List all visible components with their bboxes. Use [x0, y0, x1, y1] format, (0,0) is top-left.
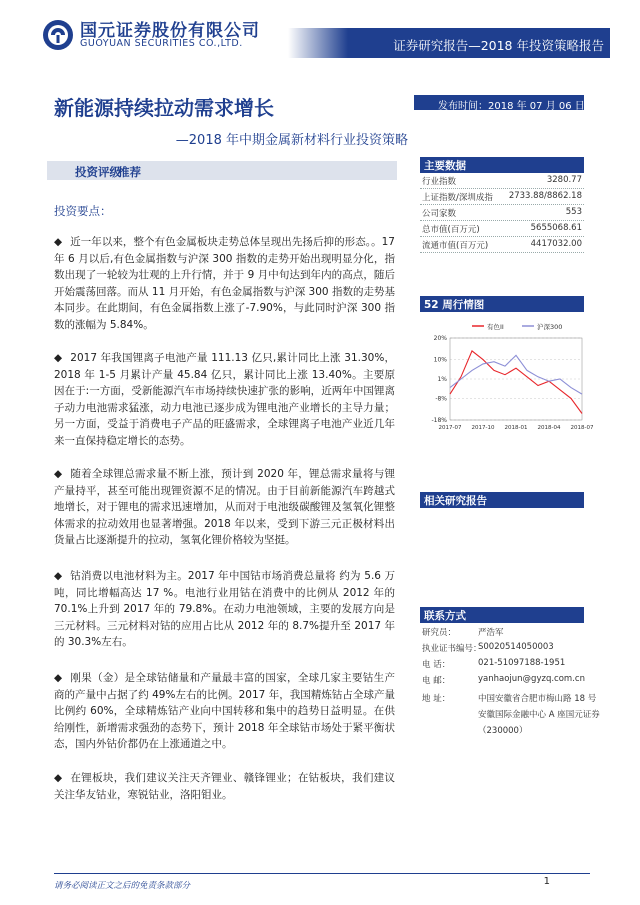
contact-header: 联系方式 — [420, 607, 584, 623]
paragraph: ◆ 在锂板块，我们建议关注天齐锂业、赣锋锂业；在钴板块，我们建议关注华友钴业，寒锐钴业，洛阳钼业。 — [54, 772, 395, 801]
related-reports-list — [420, 510, 584, 600]
key-data-row: 公司家数 553 — [422, 207, 582, 219]
legend-label: 有色II — [487, 323, 504, 331]
paragraph: ◆ 近一年以来，整个有色金属板块走势总体呈现出先扬后抑的形态。。17 年 6 月以后,有色金属指数与沪深 300 指数的走势开始出现明显分化，指数出现了一轮较为壮观的上升行情，并于 9 月中旬达到年内的高点，随后开始震荡回落。而从 11 月开始，有色金属指数与沪深 300 指数的走势基本同步。在此期间，有色金属指数上涨了-7.90%，与此同时沪深 300 指数的涨幅为 5.84%。 — [54, 236, 395, 331]
publish-date: 发布时间：2018 年 07 月 06 日 — [438, 101, 585, 112]
company-logo-icon — [42, 19, 74, 51]
chart-x-ticks — [439, 425, 594, 431]
series-line — [450, 351, 582, 414]
x-tick-label: 2017-10 — [471, 425, 495, 431]
company-name-en: GUOYUAN SECURITIES CO.,LTD. — [80, 38, 243, 49]
page-number: 1 — [543, 876, 550, 887]
chart-legend — [472, 322, 562, 331]
rating-label: 投资评级 — [75, 165, 121, 179]
chart-y-ticks — [431, 335, 447, 424]
company-name-cn: 国元证券股份有限公司 — [80, 21, 260, 41]
related-reports-header: 相关研究报告 — [420, 492, 584, 508]
legend-label: 沪深300 — [537, 323, 563, 331]
chart-lines — [450, 351, 582, 414]
page-subtitle: —2018 年中期金属新材料行业投资策略 — [175, 133, 408, 148]
chart-grid — [450, 338, 582, 420]
x-tick-label: 2018-04 — [537, 425, 561, 431]
diamond-bullet-icon: ◆ — [54, 570, 63, 582]
footer-divider — [54, 873, 590, 874]
key-data-row: 上证指数/深圳成指 2733.88/8862.18 — [422, 191, 582, 203]
page-title: 新能源持续拉动需求增长 — [54, 96, 274, 120]
x-tick-label: 2018-01 — [504, 425, 528, 431]
y-tick-label: -18% — [431, 417, 447, 424]
key-data-row: 总市值(百万元) 5655068.61 — [422, 223, 582, 235]
x-tick-label: 2017-07 — [438, 425, 462, 431]
diamond-bullet-icon: ◆ — [54, 672, 63, 684]
y-tick-label: -8% — [435, 395, 447, 403]
footer-disclaimer: 请务必阅读正文之后的免责条款部分 — [54, 881, 191, 891]
rating-value: 推荐 — [118, 165, 141, 179]
y-tick-label: 1% — [437, 376, 447, 383]
report-type-title: 证券研究报告—2018 年投资策略报告 — [393, 38, 604, 53]
header-bar-fade — [288, 28, 348, 58]
paragraph: ◆ 钴消费以电池材料为主。2017 年中国钴市场消费总量将 约为 5.6 万吨，同比增幅高达 17 %。电池行业用钴在消费中的比例从 2012 年的 70.1%上升到 2017 年的 79.8%。在动力电池领域，主要的发展方向是三元材料。三元材料对钴的应用占比从 2012 年的 8.7%提升至 2017 年的 30.3%左右。 — [54, 570, 395, 649]
series-line — [450, 355, 582, 394]
y-tick-label: 10% — [433, 356, 447, 364]
key-data-row: 行业指数 3280.77 — [422, 175, 582, 187]
key-data-row: 流通市值(百万元) 4417032.00 — [422, 239, 582, 251]
diamond-bullet-icon: ◆ — [54, 468, 63, 480]
diamond-bullet-icon: ◆ — [54, 352, 63, 364]
x-tick-label: 2018-07 — [570, 425, 594, 431]
price-chart — [420, 314, 594, 436]
y-tick-label: 20% — [433, 335, 447, 342]
diamond-bullet-icon: ◆ — [54, 772, 63, 784]
key-data-header: 主要数据 — [420, 157, 584, 173]
diamond-bullet-icon: ◆ — [54, 236, 63, 248]
paragraph: ◆ 刚果（金）是全球钴储量和产量最丰富的国家，全球几家主要钴生产商的产量中占据了约 49%左右的比例。2017 年，我国精炼钴占全球产量比例约 60%，全球精炼钴产业向中国转移和集中的趋势日益明显。在供给刚性，新增需求强劲的态势下，预计 2018 年全球钴市场处于紧平衡状态，国内外钴价都仍在上涨通道之中。 — [54, 672, 395, 751]
chart-section-header: 52 周行情图 — [420, 296, 584, 312]
paragraph: ◆ 2017 年我国锂离子电池产量 111.13 亿只,累计同比上涨 31.30%，2018 年 1-5 月累计产量 45.84 亿只，累计同比上涨 13.40%。主要原因在于:一方面，受新能源汽车市场持续快速扩张的影响，近两年中国锂离子动力电池需求猛涨，动力电池已逐步成为锂电池产业增长的主导力量；另一方面，受益于消费电子产品的旺盛需求，全球锂离子电池产业近几年来一直保持稳定增长的态势。 — [54, 352, 396, 447]
key-points-title: 投资要点： — [54, 204, 112, 218]
paragraph: ◆ 随着全球锂总需求量不断上涨，预计到 2020 年，锂总需求量将与锂产量持平，甚至可能出现锂资源不足的情况。由于目前新能源汽车跨越式地增长，对于锂电的需求迅速增加，从而对于电池级碳酸锂及氢氧化锂整体需求的拉动效用也显著增强。2018 年以来，受到下游三元正极材料出货量占比逐渐提升的拉动，氢氧化锂价格较为坚挺。 — [54, 468, 395, 547]
contact-email-link[interactable]: yanhaojun@gyzq.com.cn — [478, 674, 585, 684]
